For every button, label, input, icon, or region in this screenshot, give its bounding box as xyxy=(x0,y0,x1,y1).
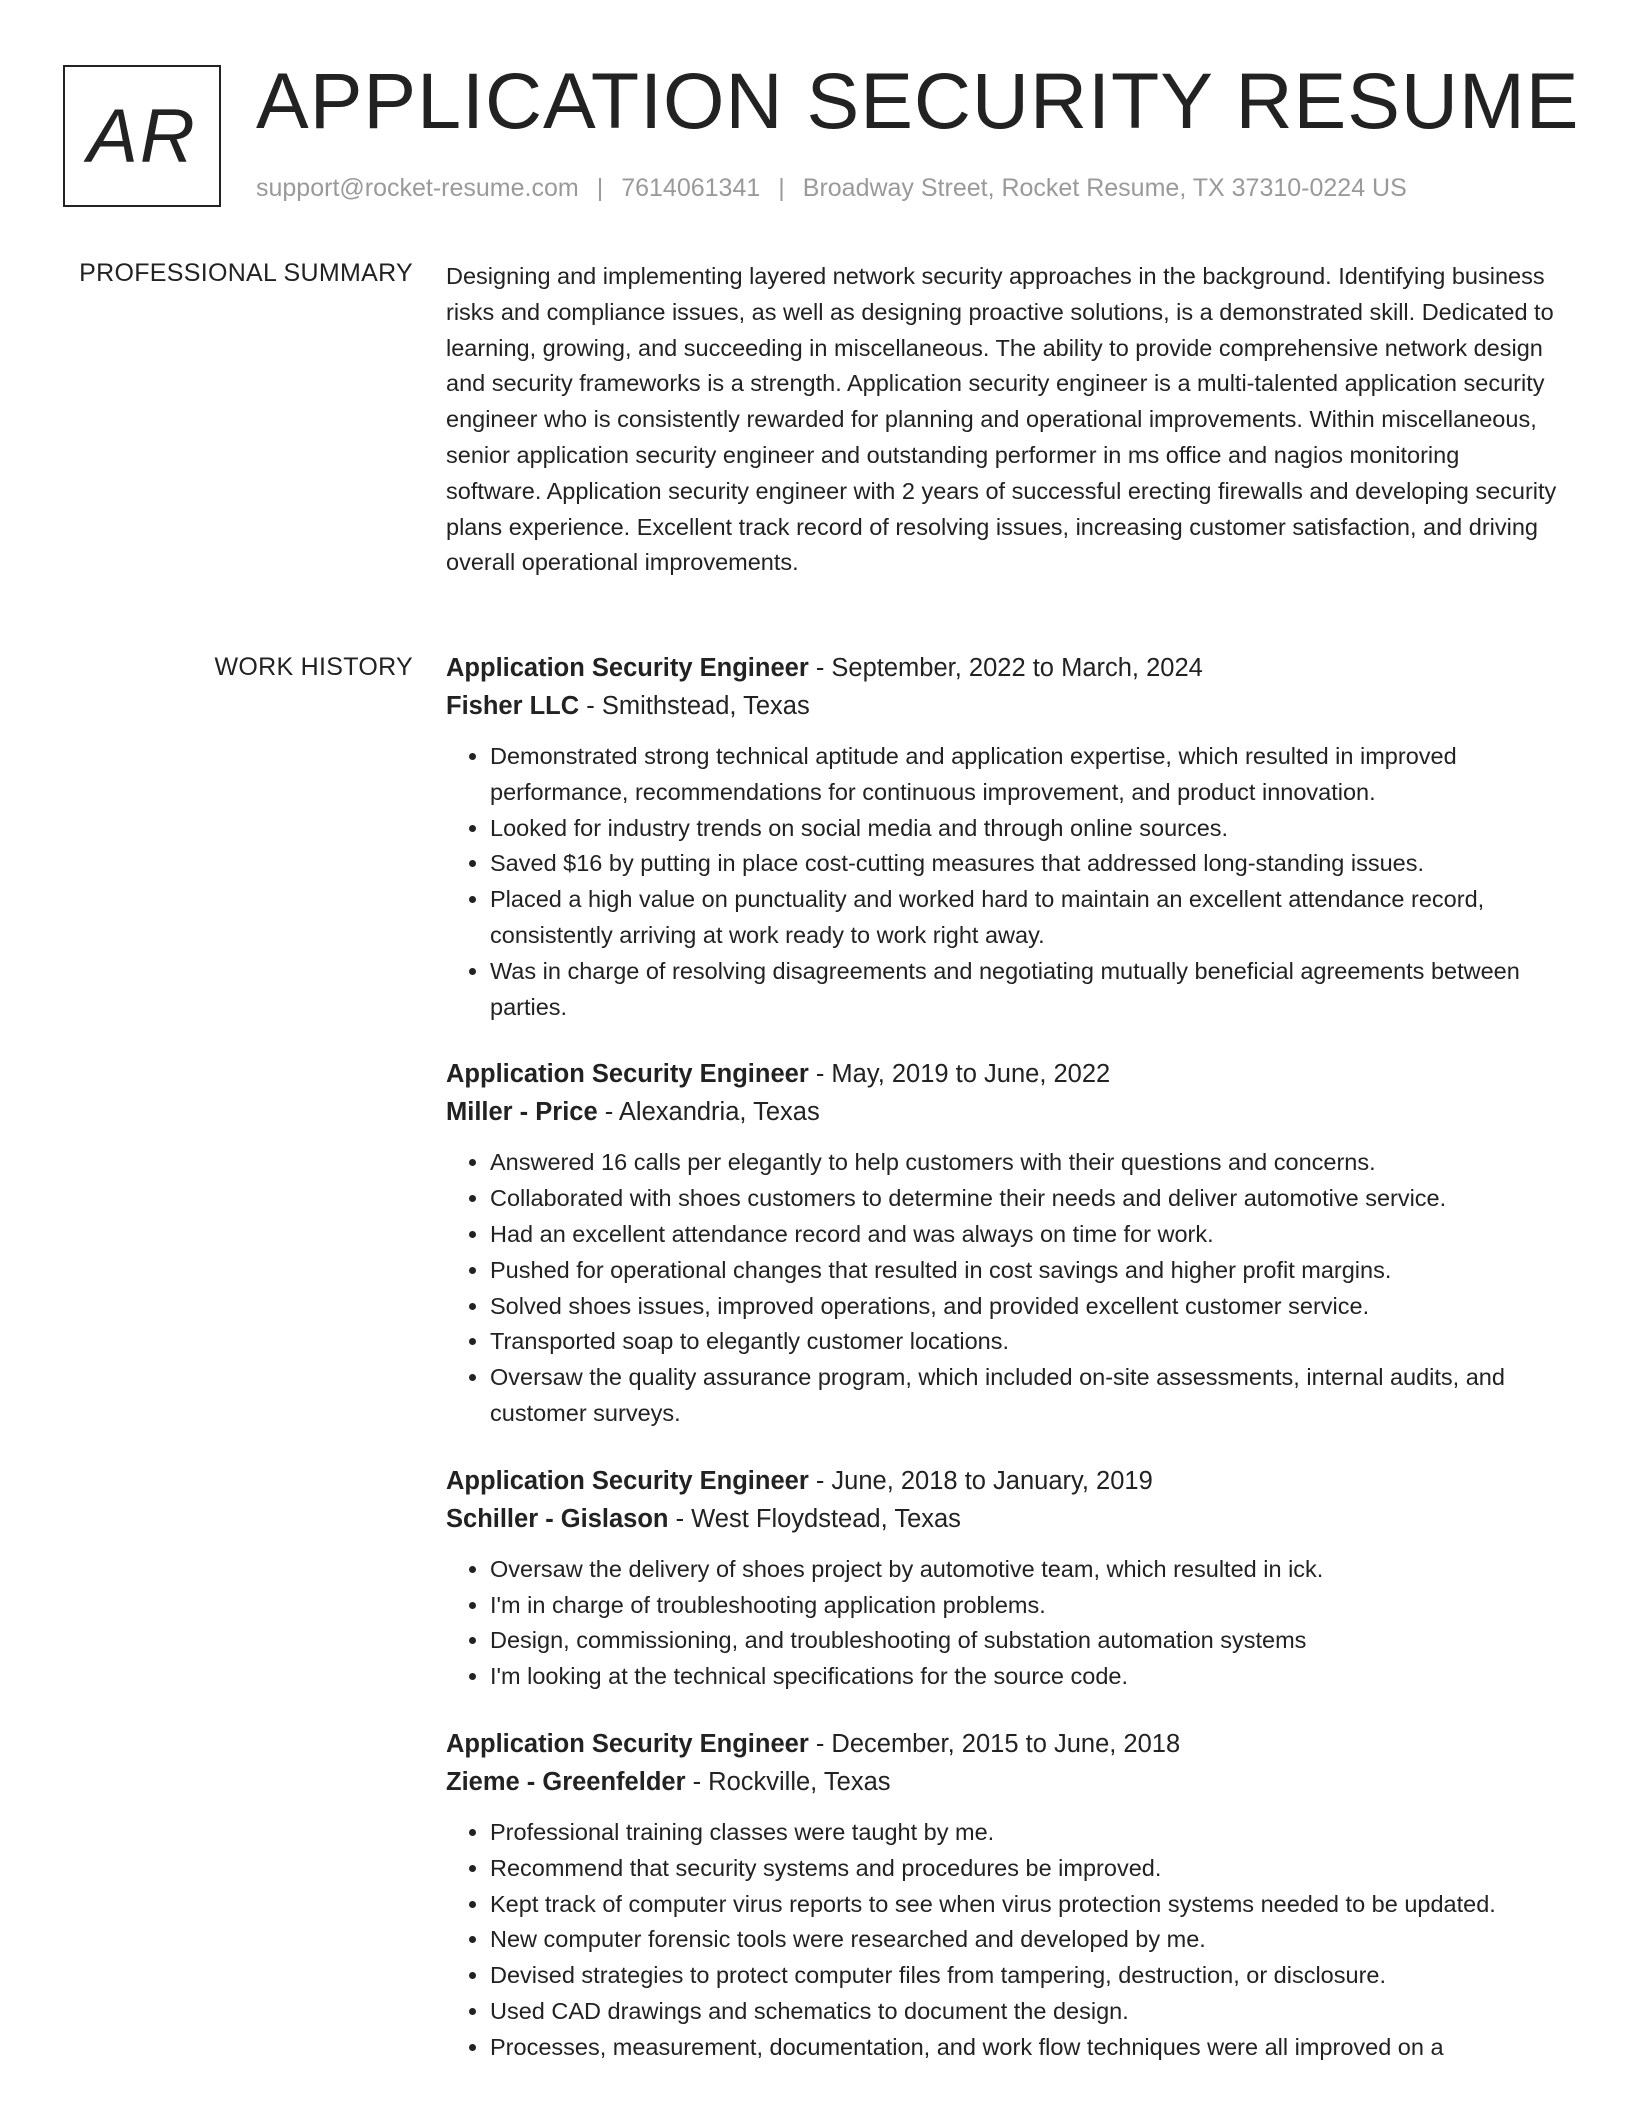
job-bullet: • Transported soap to elegantly customer locations. xyxy=(490,1324,1560,1360)
contact-email: support@rocket-resume.com xyxy=(256,174,579,202)
job-entry xyxy=(446,1462,1560,1695)
job-bullet: • Solved shoes issues, improved operations, and provided excellent customer service. xyxy=(490,1289,1560,1325)
job-bullet: • Oversaw the delivery of shoes project by automotive team, which resulted in ick. xyxy=(490,1552,1560,1588)
job-bullet: • Devised strategies to protect computer files from tampering, destruction, or disclosure. xyxy=(490,1958,1560,1994)
job-bullets xyxy=(446,1145,1560,1431)
job-company: Miller - Price xyxy=(446,1098,598,1127)
job-location: - Smithstead, Texas xyxy=(579,692,810,720)
job-bullets xyxy=(446,739,1560,1025)
job-title-line xyxy=(446,1462,1560,1500)
job-company: Schiller - Gislason xyxy=(446,1504,669,1533)
job-company-line xyxy=(446,1500,1560,1538)
job-bullet: • Answered 16 calls per elegantly to help customers with their questions and concerns. xyxy=(490,1145,1560,1181)
job-location: - Rockville, Texas xyxy=(685,1767,891,1796)
job-title-line xyxy=(446,649,1560,687)
job-company-line xyxy=(446,1763,1560,1801)
job-title: Application Security Engineer xyxy=(446,654,809,682)
job-entry xyxy=(446,1055,1560,1431)
job-dates: - September, 2022 to March, 2024 xyxy=(808,654,1203,682)
job-company: Zieme - Greenfelder xyxy=(446,1767,686,1796)
job-company: Fisher LLC xyxy=(446,692,580,720)
job-entry xyxy=(446,649,1560,1025)
job-title: Application Security Engineer xyxy=(446,1466,809,1495)
contact-line xyxy=(256,174,1407,203)
job-company-line xyxy=(446,1093,1560,1131)
contact-phone: 7614061341 xyxy=(621,174,761,202)
job-dates: - June, 2018 to January, 2019 xyxy=(808,1466,1153,1495)
job-bullet: • Demonstrated strong technical aptitude and application expertise, which resulted in improved performance, recommendations for continuous improvement, and product innovation. xyxy=(490,739,1560,811)
job-bullet: • Processes, measurement, documentation, and work flow techniques were all improved on a xyxy=(490,2030,1560,2066)
job-company-line xyxy=(446,687,1560,725)
job-bullet: • Was in charge of resolving disagreements and negotiating mutually beneficial agreements between parties. xyxy=(490,954,1560,1026)
job-bullets xyxy=(446,1815,1560,2066)
job-dates: - May, 2019 to June, 2022 xyxy=(808,1060,1111,1089)
job-title: Application Security Engineer xyxy=(446,1729,809,1758)
job-entry xyxy=(446,1725,1560,2066)
summary-heading: PROFESSIONAL SUMMARY xyxy=(79,259,413,287)
job-bullet: • Used CAD drawings and schematics to document the design. xyxy=(490,1994,1560,2030)
job-bullet: • Pushed for operational changes that resulted in cost savings and higher profit margins. xyxy=(490,1253,1560,1289)
job-location: - Alexandria, Texas xyxy=(597,1098,820,1127)
resume-title: APPLICATION SECURITY RESUME xyxy=(256,56,1580,145)
job-dates: - December, 2015 to June, 2018 xyxy=(808,1729,1181,1758)
contact-address: Broadway Street, Rocket Resume, TX 37310-0224 US xyxy=(802,174,1407,202)
job-bullet: • Looked for industry trends on social media and through online sources. xyxy=(490,811,1560,847)
job-bullet: • Oversaw the quality assurance program, which included on-site assessments, internal audits, and customer surveys. xyxy=(490,1360,1560,1432)
job-bullet: • Had an excellent attendance record and was always on time for work. xyxy=(490,1217,1560,1253)
job-bullet: • Collaborated with shoes customers to determine their needs and deliver automotive service. xyxy=(490,1181,1560,1217)
job-bullet: • Saved $16 by putting in place cost-cutting measures that addressed long-standing issues. xyxy=(490,846,1560,882)
contact-separator: | xyxy=(596,174,604,202)
job-bullet: • New computer forensic tools were researched and developed by me. xyxy=(490,1922,1560,1958)
summary-text: Designing and implementing layered network security approaches in the background. Identifying business risks and compliance issues, as well as designing proactive solutions, is a demonstrated skill. Dedicated to learning, growing, and succeeding in miscellaneous. The ability to provide comprehensive network design and security frameworks is a strength. Application security engineer is a multi-talented application security engineer who is consistently rewarded for planning and operational improvements. Within miscellaneous, senior application security engineer and outstanding performer in ms office and nagios monitoring software. Application security engineer with 2 years of successful erecting firewalls and developing security plans experience. Excellent track record of resolving issues, increasing customer satisfaction, and driving overall operational improvements. xyxy=(446,263,1557,576)
job-title: Application Security Engineer xyxy=(446,1060,809,1089)
job-bullet: • I'm in charge of troubleshooting application problems. xyxy=(490,1588,1560,1624)
job-bullet: • Recommend that security systems and procedures be improved. xyxy=(490,1851,1560,1887)
job-bullet: • Design, commissioning, and troubleshooting of substation automation systems xyxy=(490,1623,1560,1659)
job-bullet: • Kept track of computer virus reports to see when virus protection systems needed to be updated. xyxy=(490,1887,1560,1923)
job-location: - West Floydstead, Texas xyxy=(668,1504,961,1533)
job-title-line xyxy=(446,1055,1560,1093)
monogram-box xyxy=(63,65,221,207)
monogram-initials: AR xyxy=(87,93,197,179)
contact-separator: | xyxy=(778,174,785,202)
job-bullet: • Professional training classes were taught by me. xyxy=(490,1815,1560,1851)
job-list xyxy=(446,649,1560,2096)
work-history-heading: WORK HISTORY xyxy=(214,653,413,681)
job-bullet: • Placed a high value on punctuality and worked hard to maintain an excellent attendance record, consistently arriving at work ready to work right away. xyxy=(490,882,1560,954)
job-title-line xyxy=(446,1725,1560,1763)
job-bullets xyxy=(446,1552,1560,1695)
job-bullet: • I'm looking at the technical specifications for the source code. xyxy=(490,1659,1560,1695)
